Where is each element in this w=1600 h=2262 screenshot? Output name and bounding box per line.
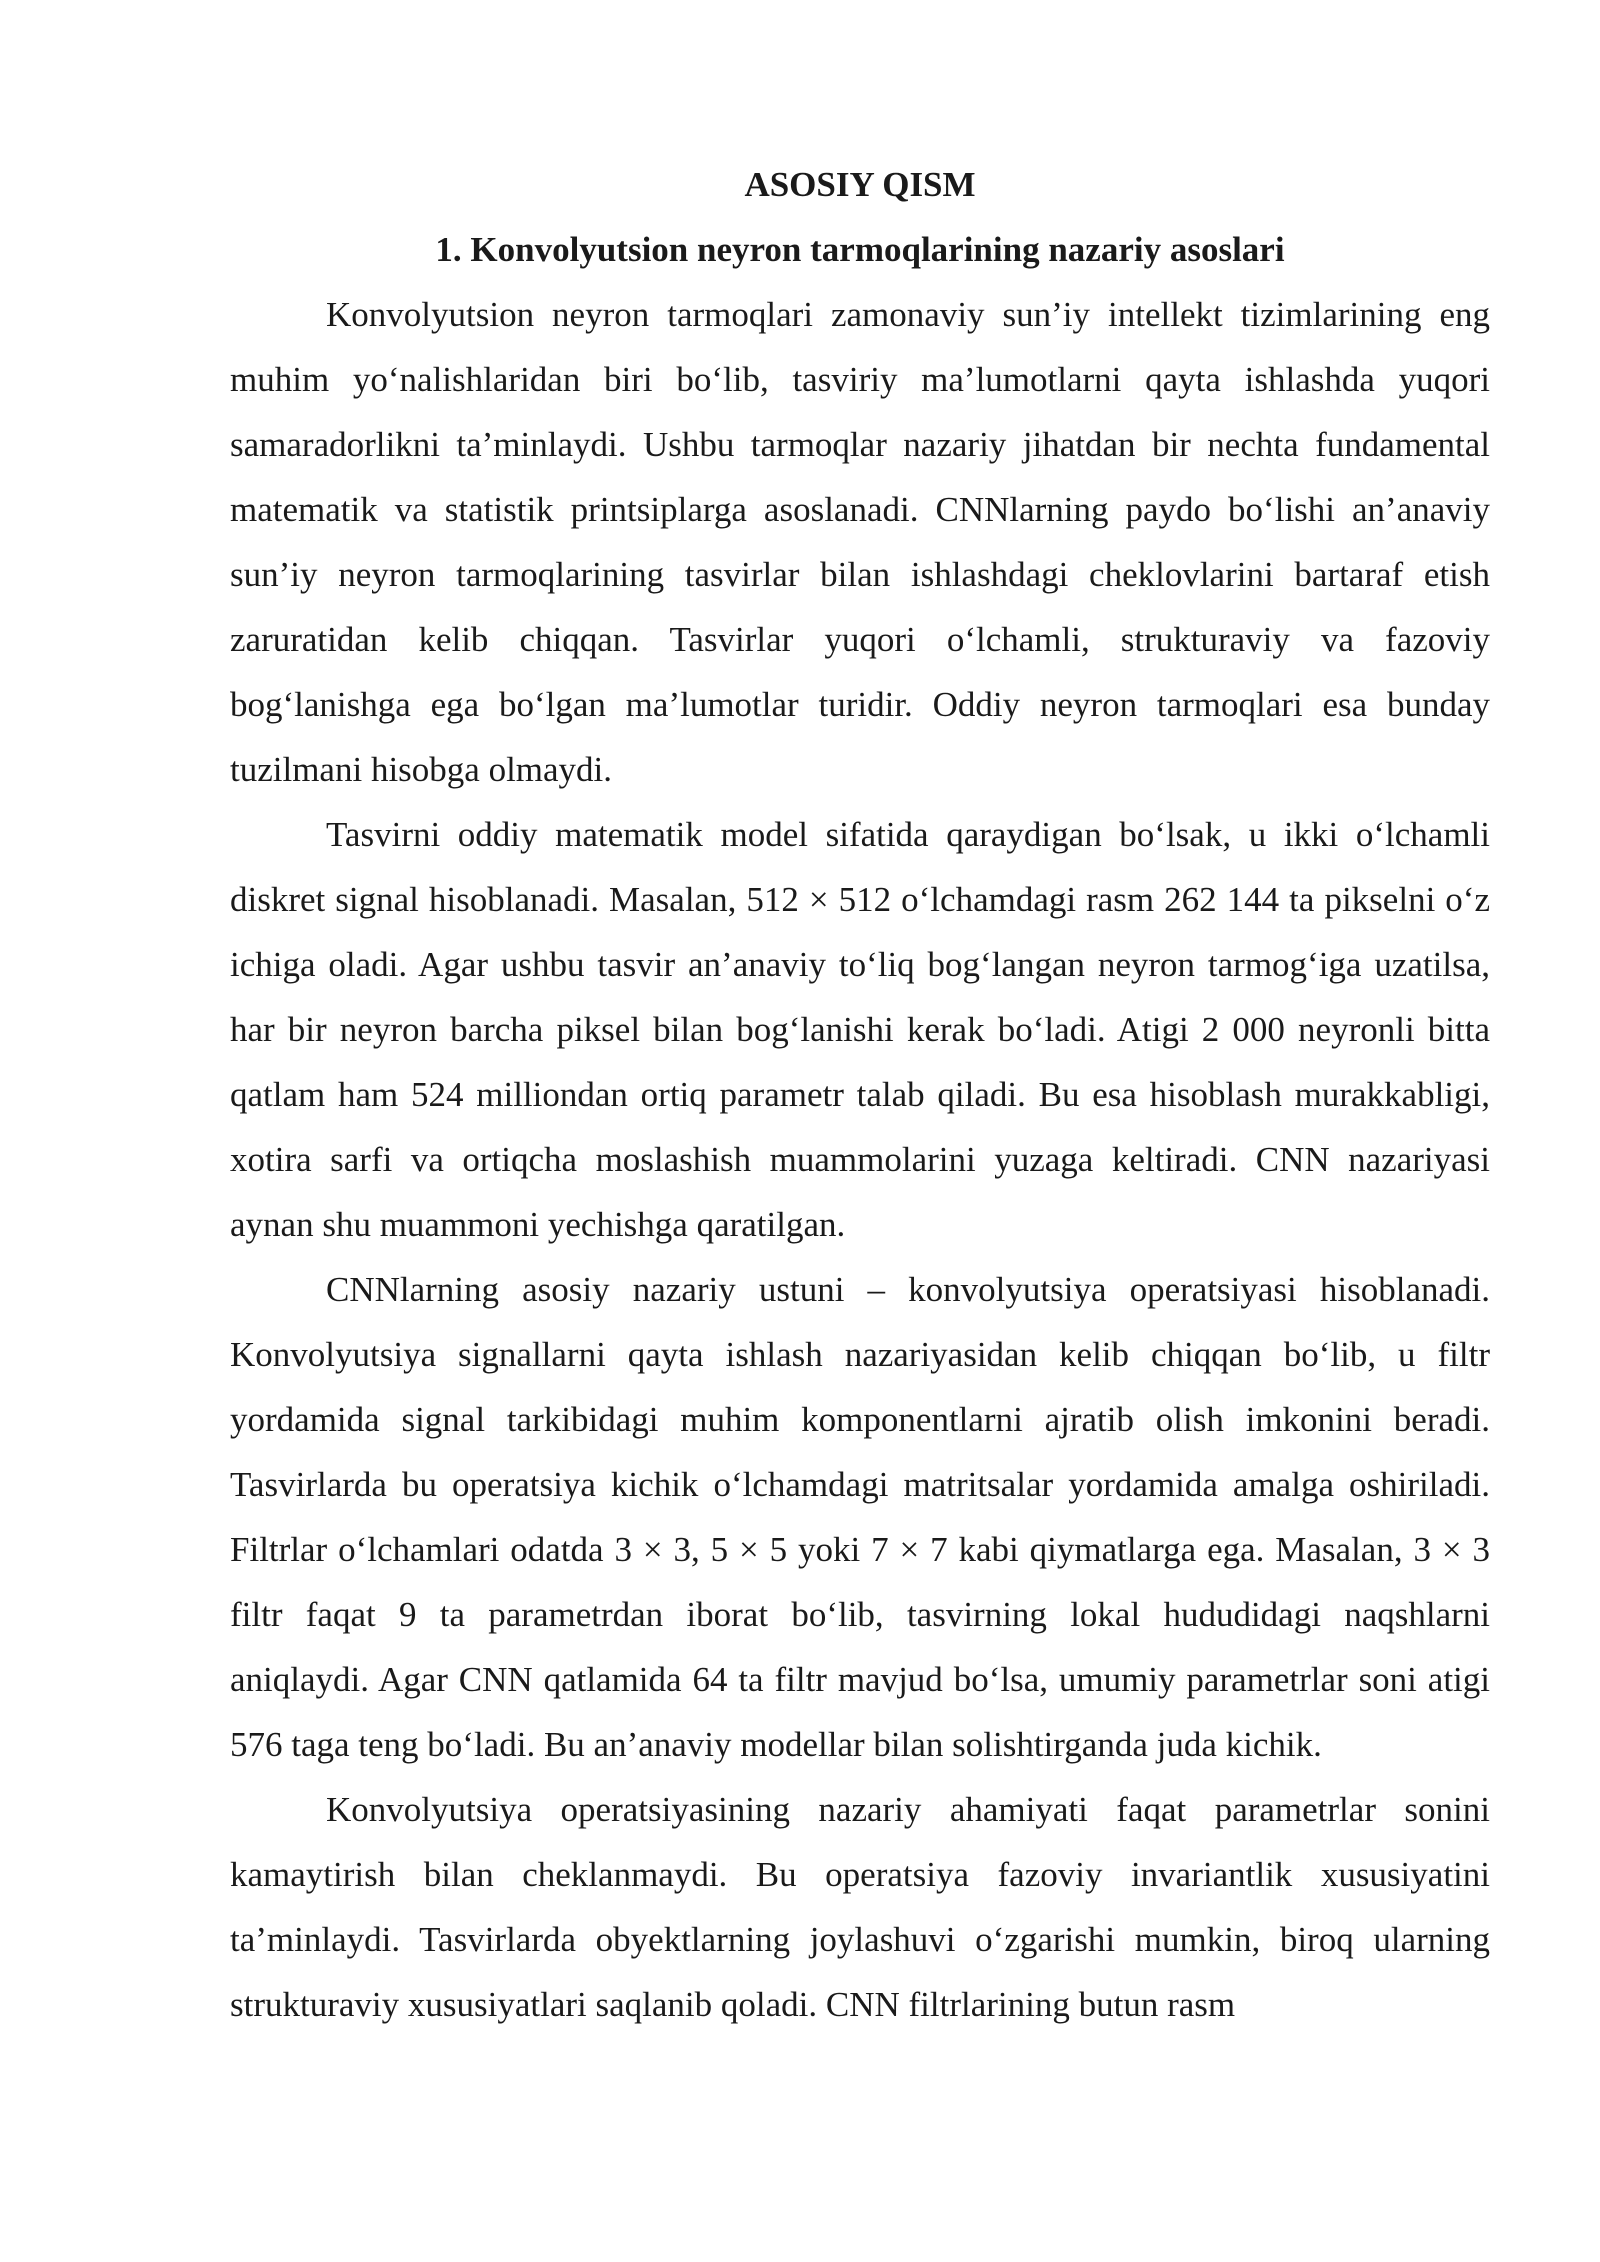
section-title: 1. Konvolyutsion neyron tarmoqlarining nazariy asoslari (435, 230, 1285, 269)
paragraph: CNNlarning asosiy nazariy ustuni – konvolyutsiya operatsiyasi hisoblanadi. Konvolyutsiya signallarni qayta ishlash nazariyasidan kelib chiqqan bo‘lib, u filtr yordamida signal tarkibidagi muhim komponentlarni ajratib olish imkonini beradi. Tasvirlarda bu operatsiya kichik o‘lchamdagi matritsalar yordamida amalga oshiriladi. Filtrlar o‘lchamlari odatda 3 × 3, 5 × 5 yoki 7 × 7 kabi qiymatlarga ega. Masalan, 3 × 3 filtr faqat 9 ta parametrdan iborat bo‘lib, tasvirning lokal hududidagi naqshlarni aniqlaydi. Agar CNN qatlamida 64 ta filtr mavjud bo‘lsa, umumiy parametrlar soni atigi 576 taga teng bo‘ladi. Bu an’anaviy modellar bilan solishtirganda juda kichik. (230, 1270, 1490, 1764)
paragraph: Konvolyutsiya operatsiyasining nazariy ahamiyati faqat parametrlar sonini kamaytirish bilan cheklanmaydi. Bu operatsiya fazoviy invariantlik xususiyatini ta’minlaydi. Tasvirlarda obyektlarning joylashuvi o‘zgarishi mumkin, biroq ularning strukturaviy xususiyatlari saqlanib qoladi. CNN filtrlarining butun rasm (230, 1790, 1490, 2024)
document-page (230, 152, 1490, 2037)
paragraph: Tasvirni oddiy matematik model sifatida qaraydigan bo‘lsak, u ikki o‘lchamli diskret signal hisoblanadi. Masalan, 512 × 512 o‘lchamdagi rasm 262 144 ta pikselni o‘z ichiga oladi. Agar ushbu tasvir an’anaviy to‘liq bog‘langan neyron tarmog‘iga uzatilsa, har bir neyron barcha piksel bilan bog‘lanishi kerak bo‘ladi. Atigi 2 000 neyronli bitta qatlam ham 524 milliondan ortiq parametr talab qiladi. Bu esa hisoblash murakkabligi, xotira sarfi va ortiqcha moslashish muammolarini yuzaga keltiradi. CNN nazariyasi aynan shu muammoni yechishga qaratilgan. (230, 815, 1490, 1244)
page-heading: ASOSIY QISM (744, 165, 976, 204)
paragraph: Konvolyutsion neyron tarmoqlari zamonaviy sun’iy intellekt tizimlarining eng muhim yo‘nalishlaridan biri bo‘lib, tasviriy ma’lumotlarni qayta ishlashda yuqori samaradorlikni ta’minlaydi. Ushbu tarmoqlar nazariy jihatdan bir nechta fundamental matematik va statistik printsiplarga asoslanadi. CNNlarning paydo bo‘lishi an’anaviy sun’iy neyron tarmoqlarining tasvirlar bilan ishlashdagi cheklovlarini bartaraf etish zaruratidan kelib chiqqan. Tasvirlar yuqori o‘lchamli, strukturaviy va fazoviy bog‘lanishga ega bo‘lgan ma’lumotlar turidir. Oddiy neyron tarmoqlari esa bunday tuzilmani hisobga olmaydi. (230, 295, 1490, 789)
